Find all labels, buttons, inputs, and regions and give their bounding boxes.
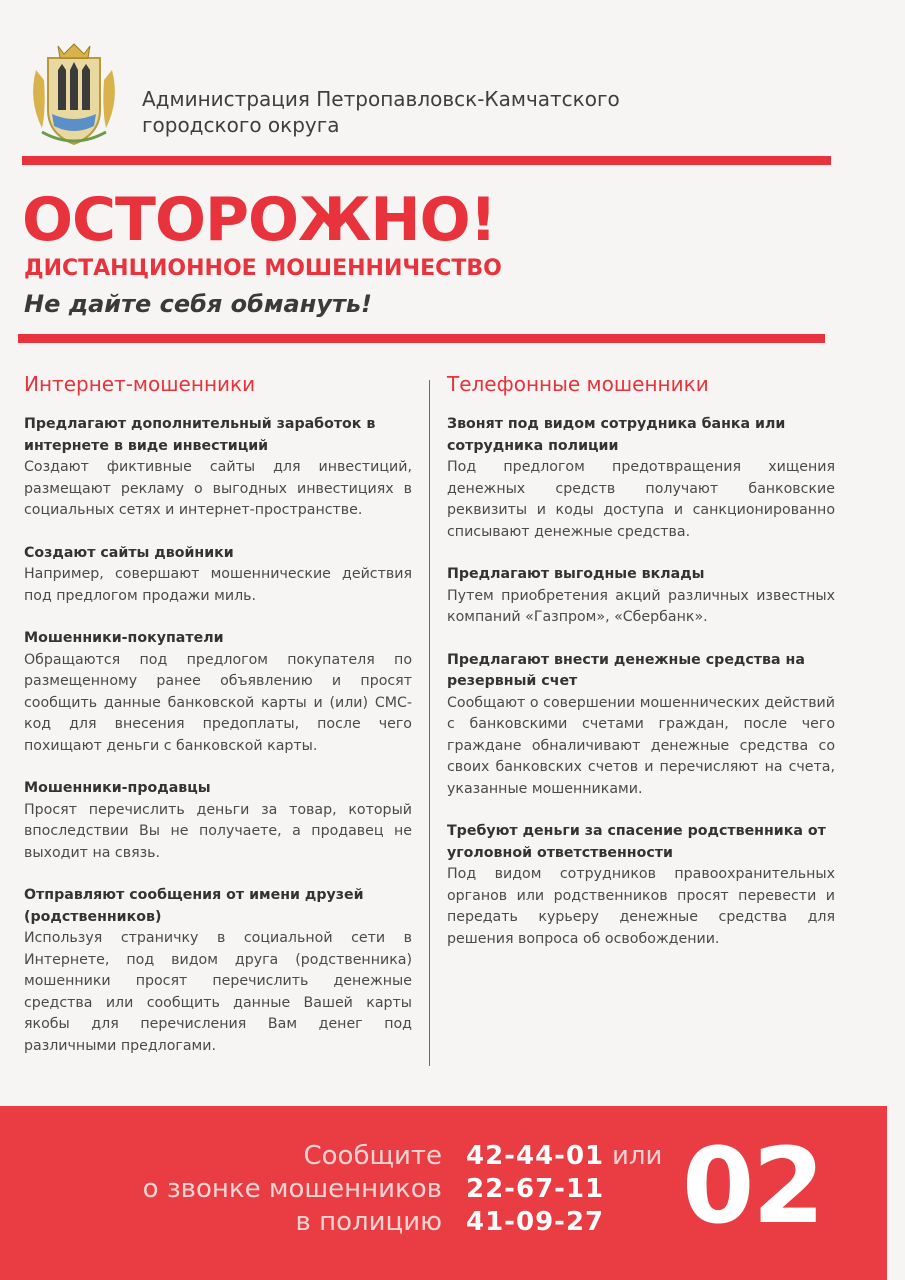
item-text: Под предлогом предотвращения хищения денежных средств получают банковские реквизиты и коды доступа и санкционированно списывают денежные средства. [447, 459, 835, 540]
column-heading-phone: Телефонные мошенники [447, 372, 709, 396]
item-text: Например, совершают мошеннические действия под предлогом продажи миль. [24, 566, 412, 604]
report-line-1: Сообщите [303, 1141, 442, 1171]
emergency-number: 02 [682, 1125, 823, 1247]
item-text: Используя страничку в социальной сети в Интернете, под видом друга (родственника) мошенники просят перечислить денежные средства или сообщить данные Вашей карты якобы для перечисления Вам денег под различными предлогами. [24, 930, 412, 1054]
bottom-red-rule [18, 334, 825, 343]
item-title: Требуют деньги за спасение родственника от уголовной ответственности [447, 823, 826, 861]
tagline: Не дайте себя обмануть! [24, 290, 372, 318]
item-title: Предлагают дополнительный заработок в интернете в виде инвестиций [24, 416, 376, 454]
column-heading-internet: Интернет-мошенники [24, 372, 256, 396]
header [22, 40, 842, 150]
phone-number: 42-44-01 [466, 1141, 605, 1171]
page-subtitle: ДИСТАНЦИОННОЕ МОШЕННИЧЕСТВО [24, 256, 502, 281]
list-item [447, 414, 835, 543]
list-item [24, 414, 412, 522]
item-title: Создают сайты двойники [24, 544, 234, 561]
item-text: Просят перечислить деньги за товар, который впоследствии Вы не получаете, а продавец не выходит на связь. [24, 801, 412, 861]
phone-numbers [466, 1140, 604, 1239]
top-red-rule [22, 156, 831, 165]
phone-fraud-column [447, 372, 835, 971]
item-title: Мошенники-продавцы [24, 780, 211, 796]
item-text: Путем приобретения акций различных известных компаний «Газпром», «Сбербанк». [447, 587, 835, 625]
organization-name [142, 86, 620, 138]
internet-fraud-column [24, 372, 412, 1078]
item-text: Обращаются под предлогом покупателя по размещенному ранее объявлению и просят сообщить данные банковской карты и (или) СМС-код для внесения предоплаты, после чего похищают деньги с банковской карты. [24, 651, 412, 754]
list-item [24, 885, 412, 1057]
list-item [24, 543, 412, 608]
city-coat-of-arms-icon [22, 40, 126, 148]
list-item [24, 628, 412, 757]
org-line-1: Администрация Петропавловск-Камчатского [142, 87, 620, 111]
item-title: Отправляют сообщения от имени друзей (родственников) [24, 887, 364, 925]
page-title: ОСТОРОЖНО! [22, 185, 496, 255]
list-item [24, 778, 412, 864]
list-item [447, 650, 835, 801]
item-text: Под видом сотрудников правоохранительных органов или родственников просят перевести и передать курьеру денежные средства для решения вопроса об освобождении. [447, 866, 835, 947]
org-line-2: городского округа [142, 113, 340, 137]
list-item [447, 564, 835, 629]
column-divider [429, 380, 430, 1066]
list-item [447, 821, 835, 950]
phone-number: 22-67-11 [466, 1174, 605, 1204]
or-label: или [612, 1141, 663, 1171]
item-title: Звонят под видом сотрудника банка или сотрудника полиции [447, 416, 786, 454]
report-line-3: в полицию [295, 1207, 442, 1237]
item-title: Предлагают выгодные вклады [447, 566, 705, 582]
report-line-2: о звонке мошенников [142, 1174, 442, 1204]
report-text [143, 1140, 442, 1239]
item-text: Создают фиктивные сайты для инвестиций, размещают рекламу о выгодных инвестициях в социальных сетях и интернет-пространстве. [24, 459, 412, 518]
phone-number: 41-09-27 [466, 1207, 605, 1237]
item-text: Сообщают о совершении мошеннических действий с банковскими счетами граждан, после чего граждане обналичивают денежные средства со своих банковских счетов и перечисляют на счета, указанные мошенниками. [447, 694, 835, 797]
report-footer [0, 1106, 887, 1280]
item-title: Предлагают внести денежные средства на резервный счет [447, 651, 805, 689]
item-title: Мошенники-покупатели [24, 630, 224, 646]
